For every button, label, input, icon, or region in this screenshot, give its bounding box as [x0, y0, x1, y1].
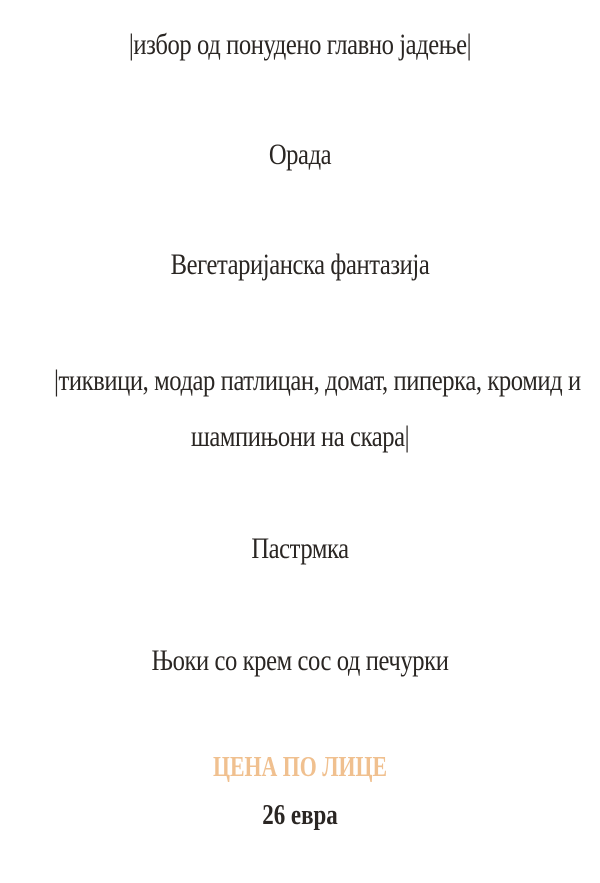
menu-item-trout: Пастрмка: [251, 532, 349, 565]
price-value: 26 евра: [262, 800, 338, 831]
menu-item-vegetarian: Вегетаријанска фантазија: [170, 248, 430, 281]
menu-item-orada: Орада: [268, 138, 332, 171]
section-note: |избор од понудено главно јадење|: [128, 28, 472, 61]
menu-item-gnocchi: Њоки со крем сос од печурки: [151, 644, 449, 677]
menu-item-vegetarian-description-line1: |тиквици, модар патлицан, домат, пиперка, кромид и: [54, 364, 581, 397]
price-label: ЦЕНА ПО ЛИЦЕ: [212, 752, 388, 783]
menu-item-vegetarian-description-line2: шампињони на скара|: [190, 420, 410, 453]
